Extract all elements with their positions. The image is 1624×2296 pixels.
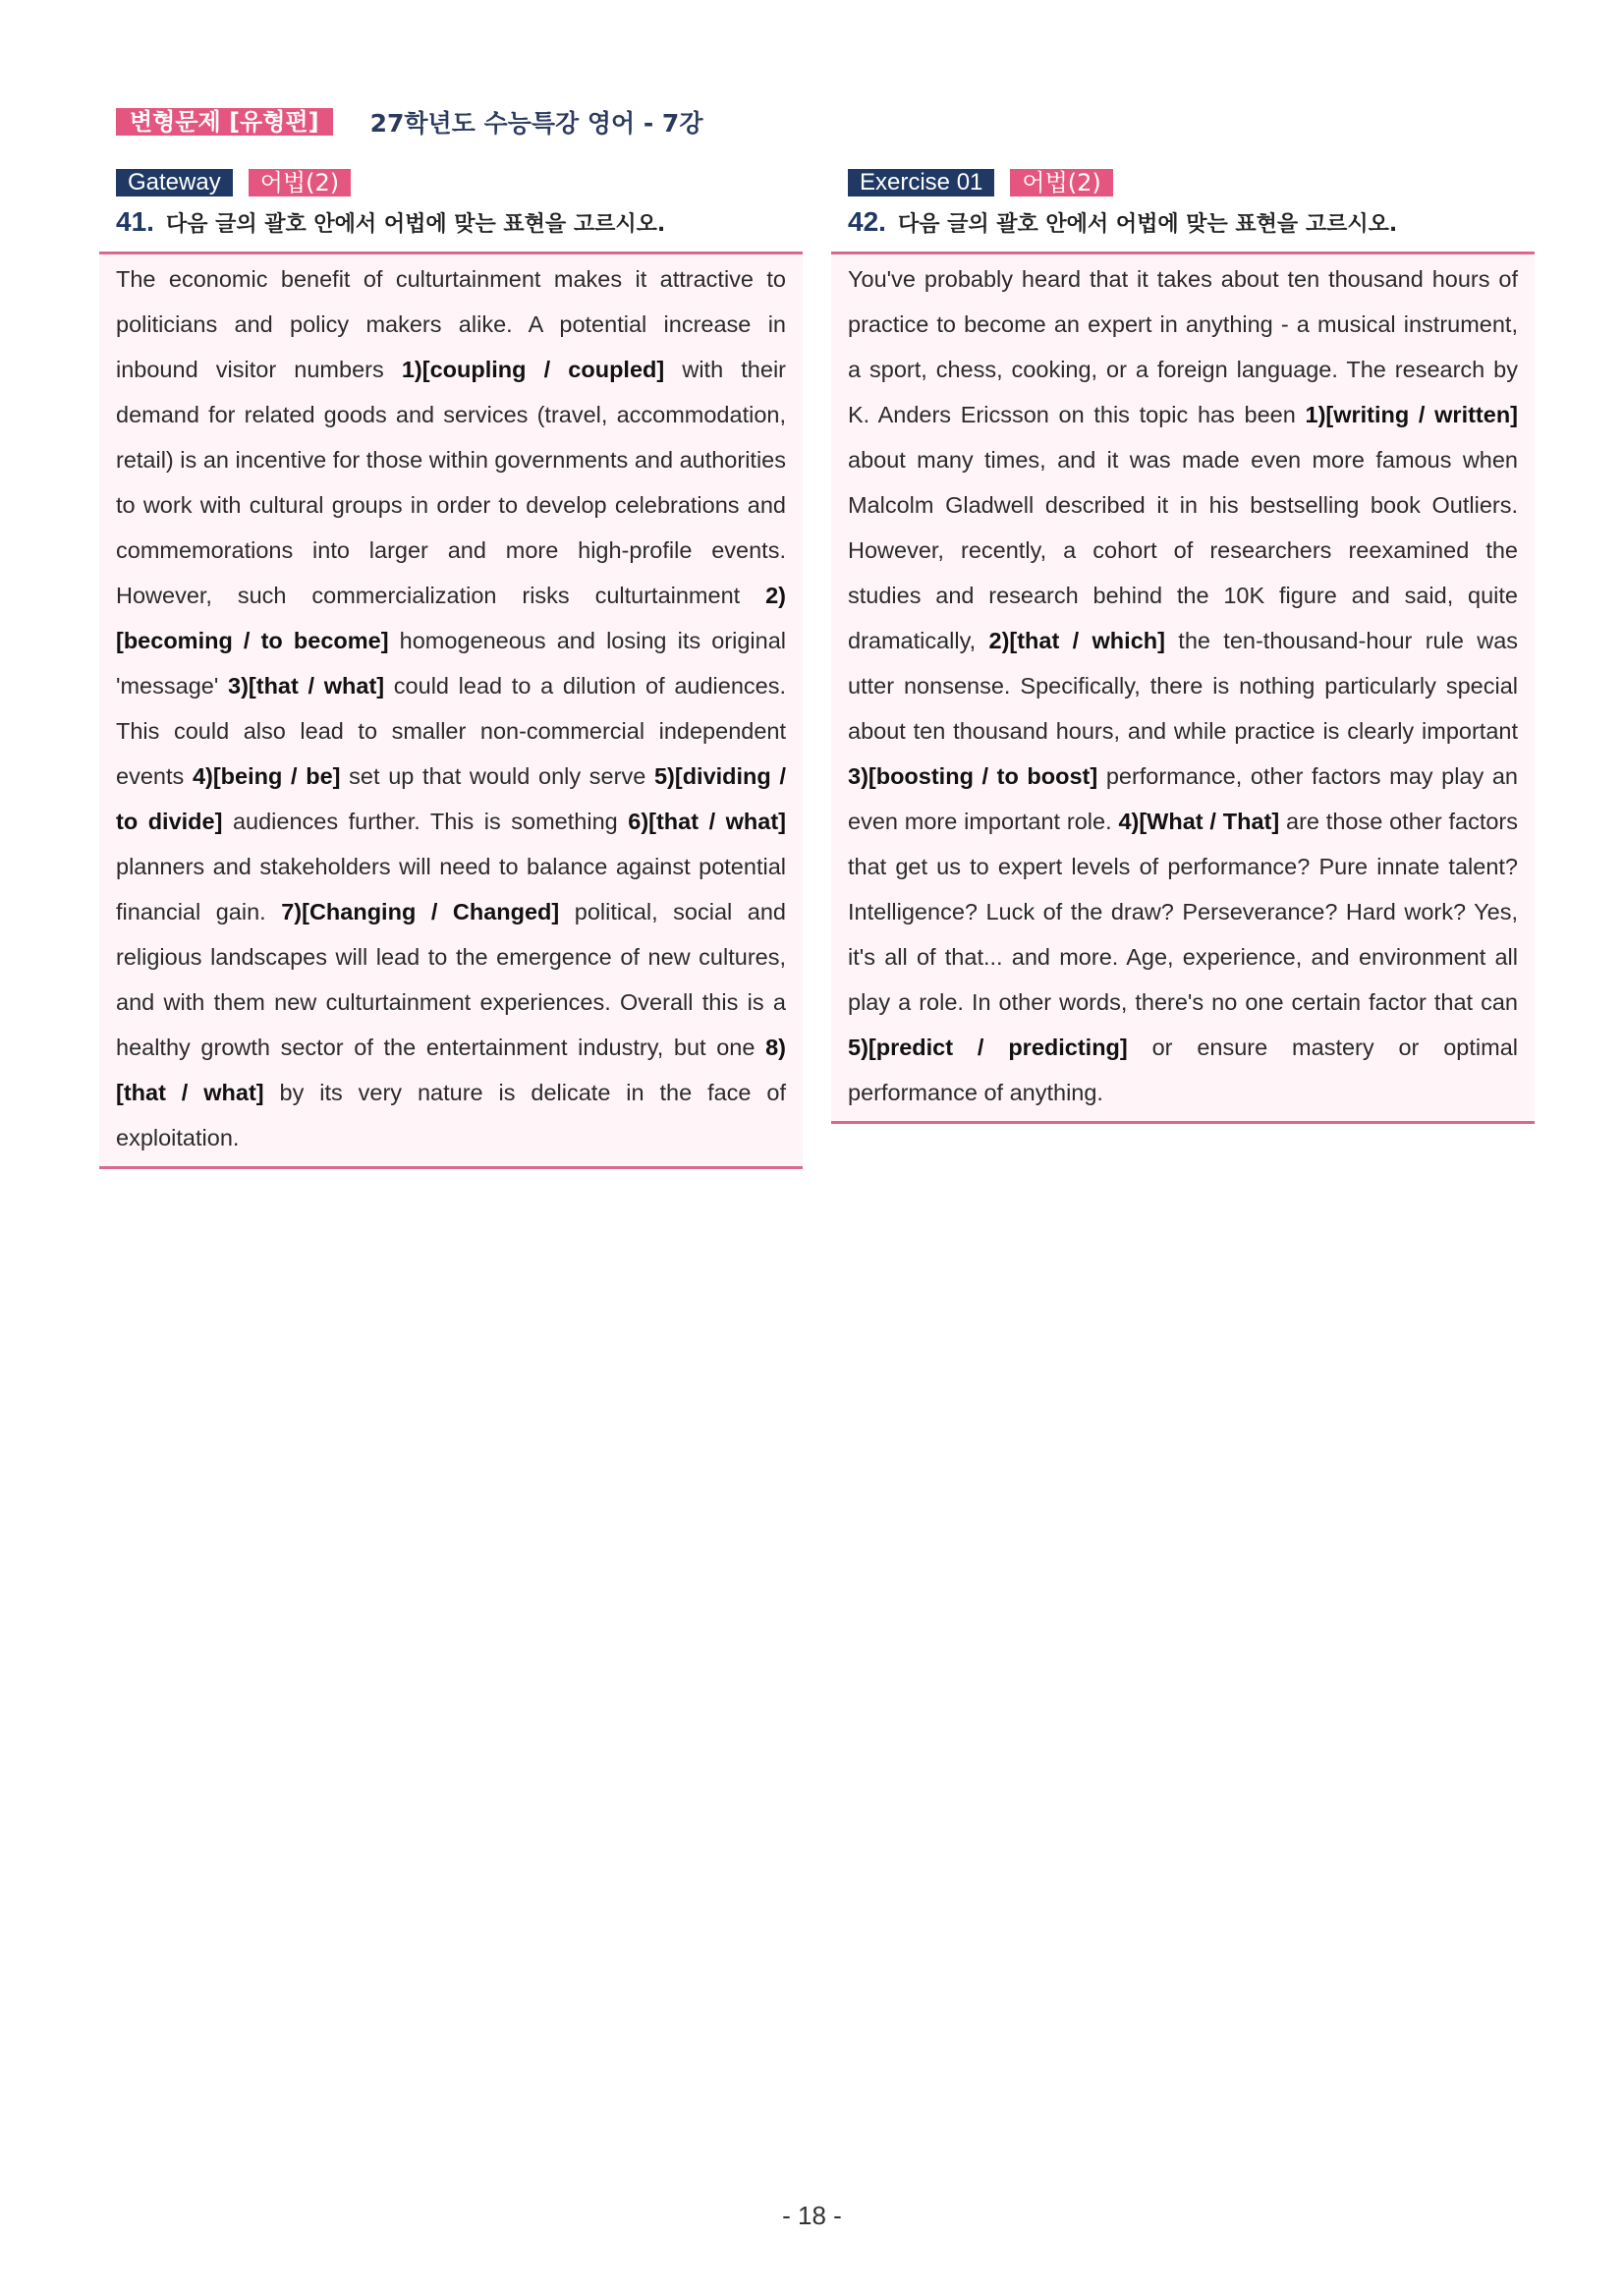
answer-choice: 5)[dividing / to divide] — [116, 763, 786, 834]
question-41-heading — [99, 206, 803, 242]
question-instruction: 다음 글의 괄호 안에서 어법에 맞는 표현을 고르시오. — [897, 212, 1398, 237]
answer-choice: 4)[What / That] — [1118, 809, 1280, 834]
answer-choice: 7)[Changing / Changed] — [281, 899, 560, 924]
page-number: - 18 - — [782, 2201, 842, 2230]
passage-segment: with their demand for related goods and services (travel, accommodation, retail) is an incentive for those within governments and authorities to work with cultural groups in order to develop celebrations and commemorations into larger and more high-profile events. However, such commercialization risks culturtainment — [116, 357, 786, 608]
passage-segment: or ensure mastery or optimal performance of anything. — [848, 1035, 1518, 1105]
gateway-label: Gateway — [116, 169, 233, 196]
passage-segment: could lead to a dilution of audiences. This could also lead to smaller non-commercial independent events — [116, 673, 786, 789]
passage-segment: the ten-thousand-hour rule was utter nonsense. Specifically, there is nothing particularly special about ten thousand hours, and while practice is clearly important — [848, 628, 1519, 744]
header-title: 27학년도 수능특강 영어 - 7강 — [369, 109, 703, 138]
passage-segment: You've probably heard that it takes about ten thousand hours of practice to become an expert in anything - a musical instrument, a sport, chess, cooking, or a foreign language. The research by K. Anders Ericsson on this topic has been — [848, 266, 1518, 427]
passage-segment: homogeneous and losing its original 'message' — [116, 628, 786, 699]
exercise-label: Exercise 01 — [848, 169, 994, 196]
passage-text — [848, 256, 1518, 1115]
answer-choice: 4)[being / be] — [192, 763, 341, 789]
category-label: 어법(2) — [249, 169, 351, 196]
question-42-heading — [831, 206, 1535, 242]
question-number: 42. — [848, 206, 886, 237]
answer-choice: 1)[coupling / coupled] — [401, 357, 665, 382]
answer-choice: 6)[that / what] — [628, 809, 786, 834]
passage-box — [831, 252, 1535, 1124]
question-number: 41. — [116, 206, 154, 237]
passage-segment: set up that would only serve — [340, 763, 654, 789]
question-41-labels — [99, 169, 803, 196]
passage-segment: audiences further. This is something — [222, 809, 629, 834]
answer-choice: 3)[boosting / to boost] — [848, 763, 1098, 789]
question-42-labels — [831, 169, 1535, 196]
passage-segment: planners and stakeholders will need to balance against potential financial gain. — [116, 854, 786, 924]
answer-choice: 2)[that / which] — [988, 628, 1165, 653]
answer-choice: 3)[that / what] — [228, 673, 385, 699]
answer-choice: 5)[predict / predicting] — [848, 1035, 1128, 1060]
header-tag: 변형문제 [유형편] — [116, 108, 333, 136]
question-41-column — [99, 169, 803, 1169]
question-42-column — [831, 169, 1535, 1124]
passage-segment: about many times, and it was made even more famous when Malcolm Gladwell described it in his bestselling book Outliers. However, recently, a cohort of researchers reexamined the studies and research behind the 10K figure and said, quite dramatically, — [848, 447, 1518, 653]
passage-segment: by its very nature is delicate in the face of exploitation. — [116, 1080, 786, 1150]
answer-choice: 1)[writing / written] — [1305, 402, 1518, 427]
passage-text — [116, 256, 786, 1160]
question-instruction: 다음 글의 괄호 안에서 어법에 맞는 표현을 고르시오. — [165, 212, 666, 237]
passage-segment: are those other factors that get us to expert levels of performance? Pure innate talent? Intelligence? Luck of the draw? Perseverance? Hard work? Yes, it's all of that... and more. Age, experience, and environment all play a role. In other words, there's no one certain factor that can — [848, 809, 1519, 1015]
page-header — [116, 102, 702, 141]
passage-segment: performance, other factors may play an even more important role. — [848, 763, 1518, 834]
category-label: 어법(2) — [1010, 169, 1112, 196]
passage-segment: The economic benefit of culturtainment makes it attractive to politicians and policy makers alike. A potential increase in inbound visitor numbers — [116, 266, 786, 382]
passage-segment: political, social and religious landscapes will lead to the emergence of new cultures, and with them new culturtainment experiences. Overall this is a healthy growth sector of the entertainment industry, but one — [116, 899, 786, 1060]
passage-box — [99, 252, 803, 1169]
answer-choice: 2)[becoming / to become] — [116, 583, 786, 653]
answer-choice: 8)[that / what] — [116, 1035, 786, 1105]
